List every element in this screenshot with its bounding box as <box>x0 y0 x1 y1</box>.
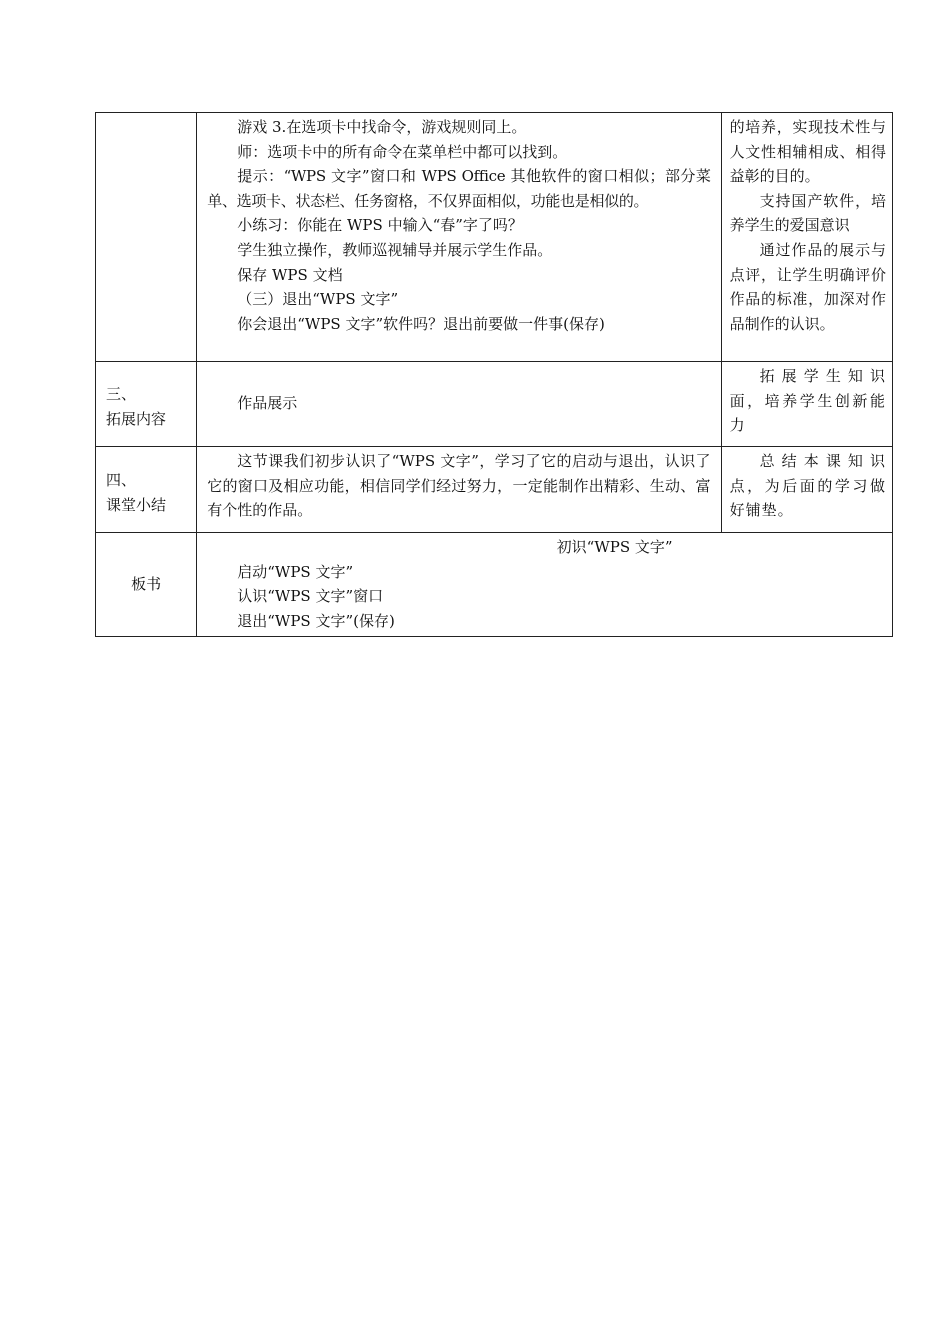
note-cell <box>721 113 892 362</box>
content-cell <box>197 447 721 533</box>
section-title: 拓展内容 <box>106 410 167 428</box>
note-cell <box>721 362 892 447</box>
table-row <box>96 533 893 637</box>
content-line: 这节课我们初步认识了“WPS 文字”，学习了它的启动与退出，认识了它的窗口及相应功能，相信同学们经过努力，一定能制作出精彩、生动、富有个性的作品。 <box>207 452 711 520</box>
content-line: （三）退出“WPS 文字” <box>237 290 399 309</box>
table-row <box>96 362 893 447</box>
content-line: 学生独立操作，教师巡视辅导并展示学生作品。 <box>237 240 553 259</box>
board-cell <box>197 533 893 637</box>
content-line: 师：选项卡中的所有命令在菜单栏中都可以找到。 <box>237 142 568 161</box>
note-line: 拓展学生知识面，培养学生创新能力 <box>729 367 886 435</box>
section-title: 课堂小结 <box>106 495 167 514</box>
content-line: 保存 WPS 文档 <box>237 265 343 284</box>
section-number: 四、 <box>106 470 137 489</box>
board-line: 退出“WPS 文字”(保存) <box>237 611 395 630</box>
content-line: 提示：“WPS 文字”窗口和 WPS Office 其他软件的窗口相似；部分菜单、选项卡、状态栏、任务窗格，不仅界面相似，功能也是相似的。 <box>207 167 711 210</box>
content-line: 小练习：你能在 WPS 中输入“春”字了吗？ <box>237 216 523 235</box>
section-cell <box>96 113 197 362</box>
section-title: 板书 <box>131 575 162 594</box>
note-line: 的培养，实现技术性与人文性相辅相成、相得益彰的目的。 <box>729 118 886 186</box>
content-line: 游戏 3.在选项卡中找命令，游戏规则同上。 <box>237 118 527 136</box>
content-line: 你会退出“WPS 文字”软件吗？退出前要做一件事(保存) <box>237 314 605 333</box>
section-cell <box>96 362 197 447</box>
board-line: 启动“WPS 文字” <box>237 562 354 581</box>
content-cell <box>197 113 721 362</box>
section-cell <box>96 447 197 533</box>
lesson-plan-table <box>95 112 893 637</box>
content-line: 作品展示 <box>237 394 298 413</box>
board-title: 初识“WPS 文字” <box>556 538 673 556</box>
table-row <box>96 447 893 533</box>
note-line: 总结本课知识点，为后面的学习做好铺垫。 <box>729 452 886 520</box>
table-row <box>96 113 893 362</box>
note-line: 支持国产软件，培养学生的爱国意识 <box>729 191 886 235</box>
content-cell <box>197 362 721 447</box>
note-cell <box>721 447 892 533</box>
section-number: 三、 <box>106 385 137 404</box>
section-cell <box>96 533 197 637</box>
note-line: 通过作品的展示与点评，让学生明确评价作品的标准，加深对作品制作的认识。 <box>729 240 886 333</box>
board-line: 认识“WPS 文字”窗口 <box>237 587 384 606</box>
